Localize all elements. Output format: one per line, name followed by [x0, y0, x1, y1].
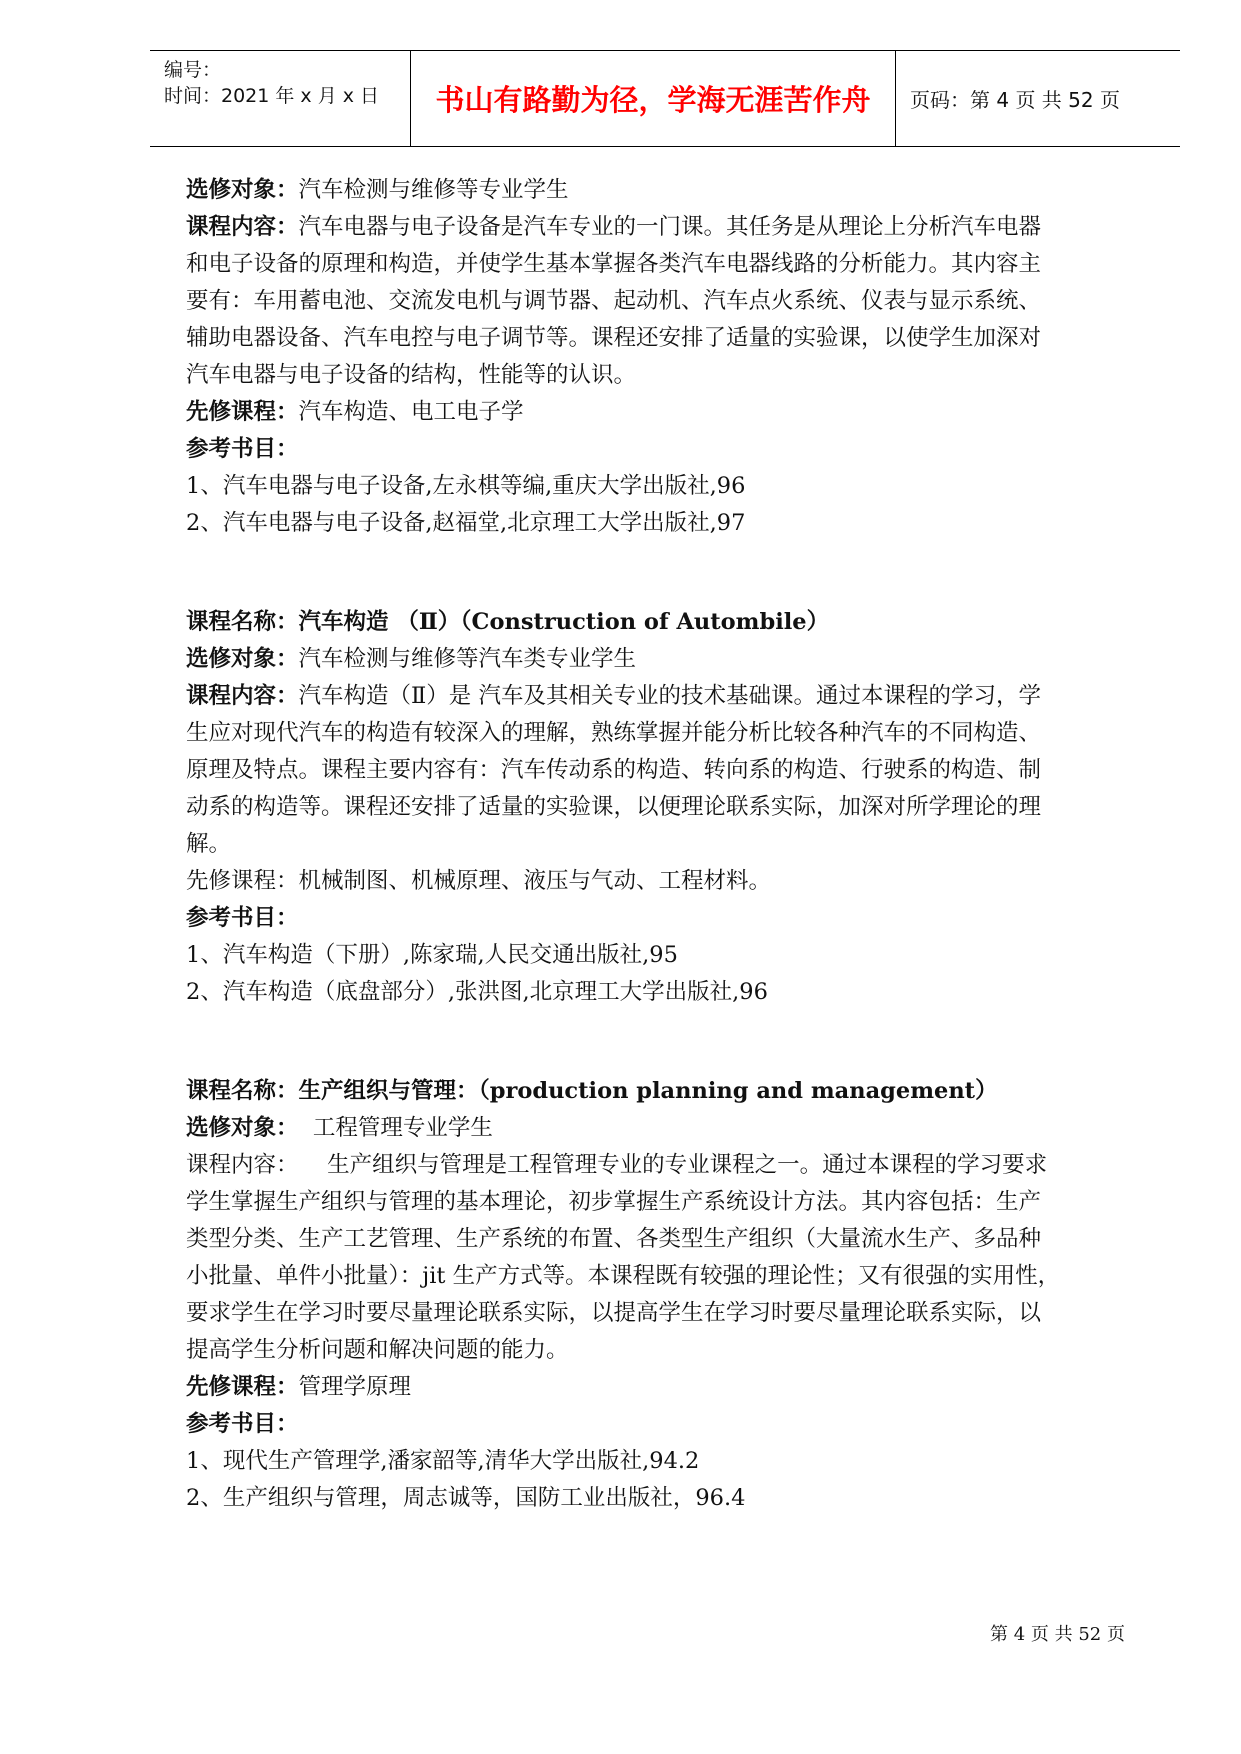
content-line: 课程内容：汽车电器与电子设备是汽车专业的一门课。其任务是从理论上分析汽车电器: [186, 214, 1042, 240]
doc-number-label: 编号：: [164, 59, 222, 81]
prereq-line: 先修课程：机械制图、机械原理、液压与气动、工程材料。: [186, 868, 772, 894]
course-section: [186, 1073, 1136, 1517]
content-line: 辅助电器设备、汽车电控与电子调节等。课程还安排了适量的实验课，以使学生加深对: [186, 325, 1042, 351]
header-page-cell: [896, 51, 1180, 146]
target-line: 选修对象：汽车检测与维修等专业学生: [186, 177, 569, 203]
header-page-number: 页码：第 4 页 共 52 页: [910, 88, 1120, 112]
reference-item: 1、汽车电器与电子设备,左永棋等编,重庆大学出版社,96: [186, 473, 746, 499]
reference-item: 1、现代生产管理学,潘家韶等,清华大学出版社,94.2: [186, 1448, 700, 1474]
course-section: [186, 172, 1136, 542]
reference-item: 2、汽车电器与电子设备,赵福堂,北京理工大学出版社,97: [186, 510, 746, 536]
refs-heading: 参考书目：: [186, 1411, 299, 1437]
page-footer: 第 4 页 共 52 页: [990, 1624, 1125, 1645]
content-line: 提高学生分析问题和解决问题的能力。: [186, 1337, 569, 1363]
reference-item: 1、汽车构造（下册）,陈家瑞,人民交通出版社,95: [186, 942, 678, 968]
content-line: 小批量、单件小批量）：jit 生产方式等。本课程既有较强的理论性；又有很强的实用性，: [186, 1263, 1061, 1289]
course-name: 课程名称：汽车构造 （Ⅱ）（Construction of Autombile）: [186, 609, 830, 635]
reference-item: 2、汽车构造（底盘部分）,张洪图,北京理工大学出版社,96: [186, 979, 768, 1005]
reference-item: 2、生产组织与管理，周志诚等，国防工业出版社，96.4: [186, 1485, 746, 1511]
content-line: 解。: [186, 831, 232, 857]
page-header: [150, 50, 1180, 147]
course-section: [186, 604, 1136, 1011]
refs-heading: 参考书目：: [186, 905, 299, 931]
content-line: 汽车电器与电子设备的结构，性能等的认识。: [186, 362, 637, 388]
content-line: 类型分类、生产工艺管理、生产系统的布置、各类型生产组织（大量流水生产、多品种: [186, 1226, 1042, 1252]
content-line: 生应对现代汽车的构造有较深入的理解，熟练掌握并能分析比较各种汽车的不同构造、: [186, 720, 1042, 746]
header-motto: 书山有路勤为径，学海无涯苦作舟: [411, 51, 896, 146]
content-line: 原理及特点。课程主要内容有：汽车传动系的构造、转向系的构造、行驶系的构造、制: [186, 757, 1042, 783]
target-line: 选修对象：汽车检测与维修等汽车类专业学生: [186, 646, 637, 672]
target-line: 选修对象： 工程管理专业学生: [186, 1115, 493, 1141]
content-line: 学生掌握生产组织与管理的基本理论，初步掌握生产系统设计方法。其内容包括：生产: [186, 1189, 1042, 1215]
document-body: [186, 172, 1136, 1517]
refs-heading: 参考书目：: [186, 436, 299, 462]
prereq-line: 先修课程：管理学原理: [186, 1374, 412, 1400]
header-meta-cell: [150, 51, 411, 146]
content-line: 要求学生在学习时要尽量理论联系实际，以提高学生在学习时要尽量理论联系实际，以: [186, 1300, 1042, 1326]
course-name: 课程名称：生产组织与管理：（production planning and management）: [186, 1078, 998, 1104]
content-line: 动系的构造等。课程还安排了适量的实验课，以便理论联系实际，加深对所学理论的理: [186, 794, 1042, 820]
content-line: 和电子设备的原理和构造，并使学生基本掌握各类汽车电器线路的分析能力。其内容主: [186, 251, 1042, 277]
content-line: 课程内容： 生产组织与管理是工程管理专业的专业课程之一。通过本课程的学习要求: [186, 1152, 1048, 1178]
doc-time: 时间：2021 年 x 月 x 日: [164, 85, 380, 107]
prereq-line: 先修课程：汽车构造、电工电子学: [186, 399, 524, 425]
content-line: 要有：车用蓄电池、交流发电机与调节器、起动机、汽车点火系统、仪表与显示系统、: [186, 288, 1042, 314]
content-line: 课程内容：汽车构造（Ⅱ）是 汽车及其相关专业的技术基础课。通过本课程的学习，学: [186, 683, 1041, 709]
